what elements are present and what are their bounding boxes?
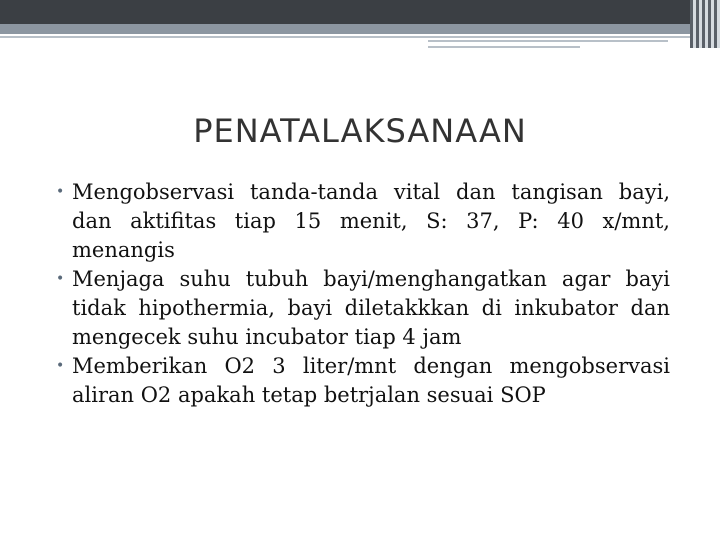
bullet-text: Memberikan O2 3 liter/mnt dengan mengobservasi aliran O2 apakah tetap betrjalan sesuai SOP <box>72 354 670 407</box>
bullet-icon: • <box>56 358 65 374</box>
bullet-text: Menjaga suhu tubuh bayi/menghangatkan agar bayi tidak hipothermia, bayi diletakkkan di inkubator dan mengecek suhu incubator tiap 4 jam <box>72 267 670 349</box>
bullet-icon: • <box>56 271 65 287</box>
header-decoration-band <box>0 0 720 24</box>
slide-title: PENATALAKSANAAN <box>193 112 527 150</box>
slide-content <box>50 178 670 410</box>
bullet-text: Mengobservasi tanda-tanda vital dan tangisan bayi, dan aktifitas tiap 15 menit, S: 37, P: 40 x/mnt, menangis <box>72 180 670 262</box>
bullet-icon: • <box>56 184 65 200</box>
header-decoration-stripes <box>690 0 720 48</box>
header-decoration-line <box>0 36 700 38</box>
bullet-item <box>50 178 670 265</box>
header-decoration-line <box>428 40 668 42</box>
bullet-list <box>50 178 670 410</box>
header-decoration-line <box>428 46 580 48</box>
bullet-item <box>50 352 670 410</box>
bullet-item <box>50 265 670 352</box>
header-decoration-accent <box>0 24 720 34</box>
